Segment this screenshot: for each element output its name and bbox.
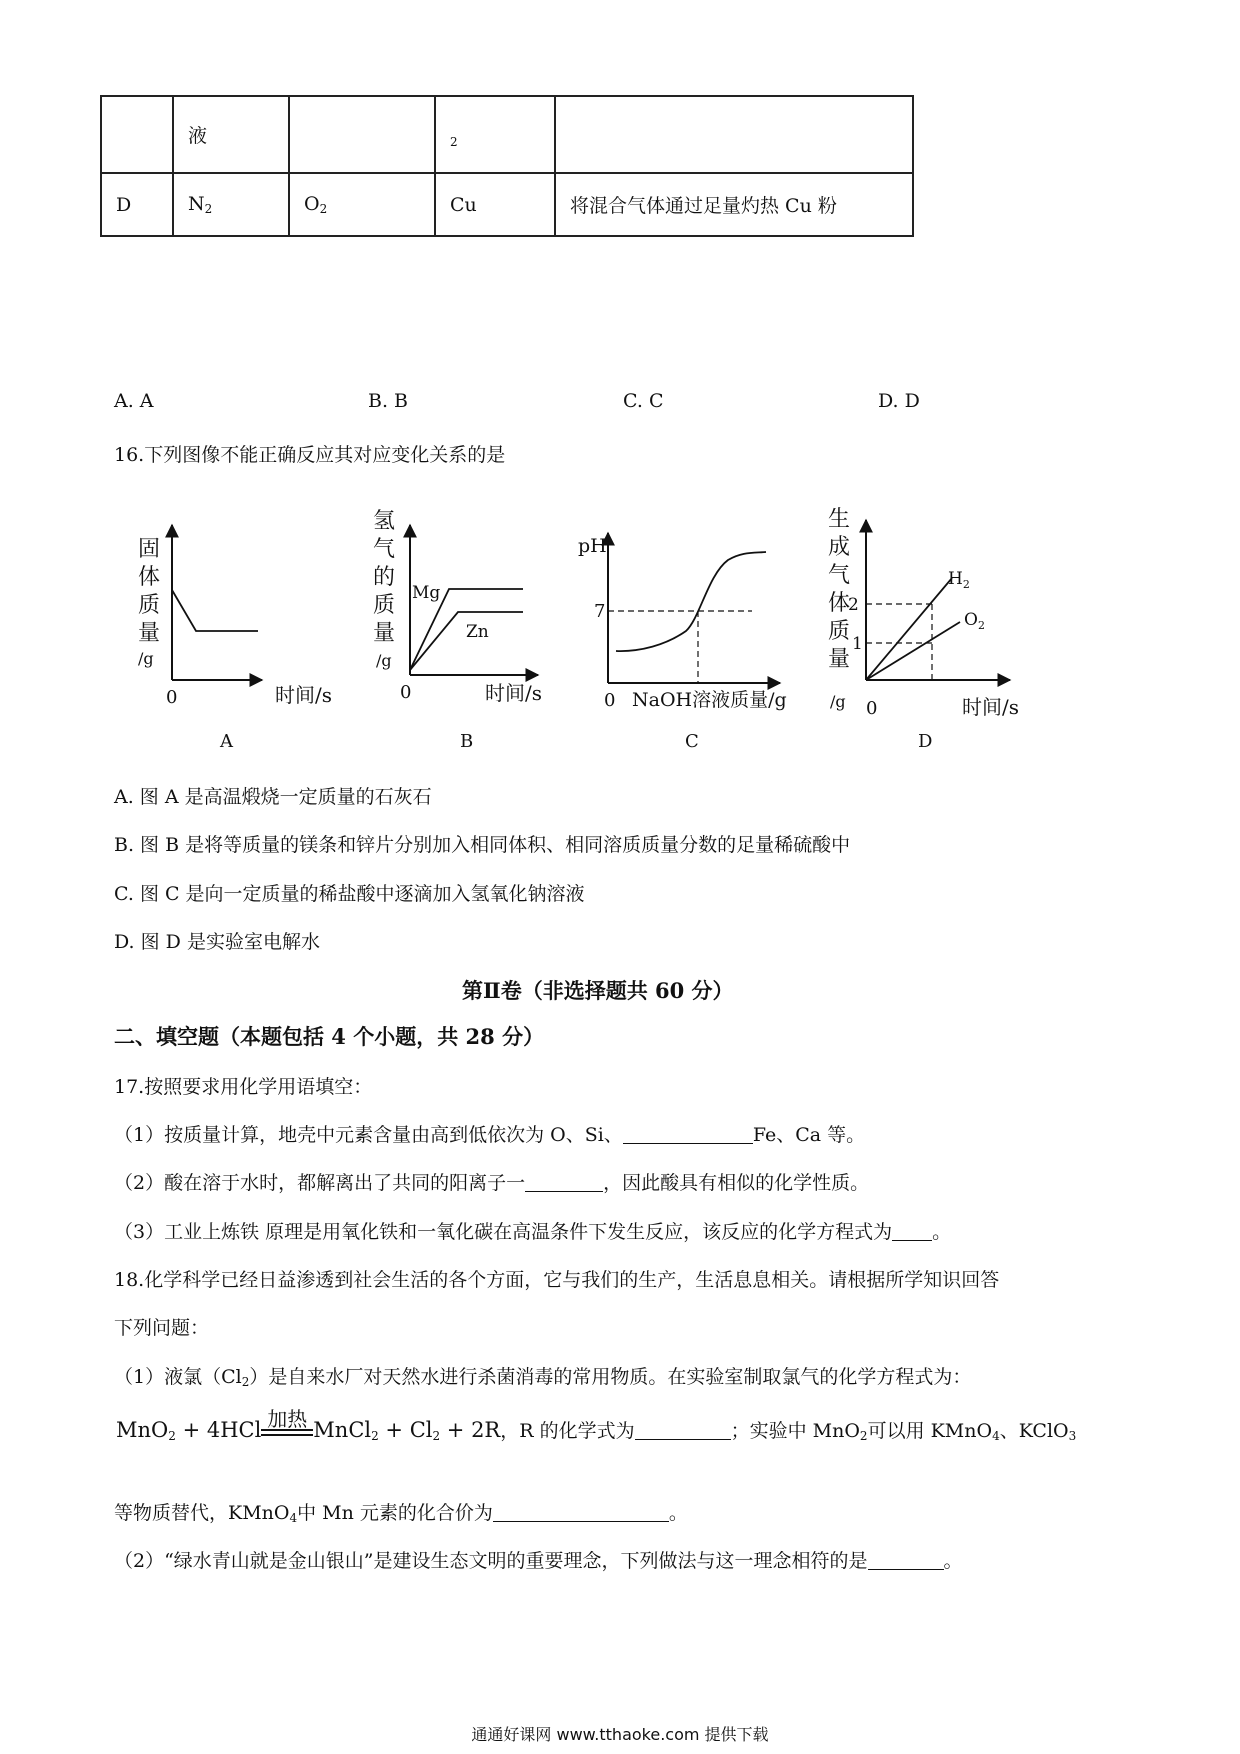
- q16-option-d: D. 图 D 是实验室电解水: [114, 931, 320, 953]
- table-cell: 2: [435, 96, 555, 173]
- chart-a-xlabel: 时间/s: [275, 683, 333, 707]
- section-title: 二、填空题（本题包括 4 个小题，共 28 分）: [114, 1024, 545, 1049]
- chart-d-tick-2: 2: [848, 595, 859, 615]
- chart-b-ylabel: /g: [376, 651, 392, 670]
- q16-option-c: C. 图 C 是向一定质量的稀盐酸中逐滴加入氢氧化钠溶液: [114, 883, 585, 905]
- option-d: D. D: [878, 390, 920, 412]
- chart-d-series-o2: $O_2$: [964, 610, 985, 632]
- q16-option-b: B. 图 B 是将等质量的镁条和锌片分别加入相同体积、相同溶质质量分数的足量稀硫酸中: [114, 834, 851, 856]
- chart-a-ylabel: 量: [138, 621, 161, 646]
- table-cell: 液: [173, 96, 289, 173]
- option-a: A. A: [114, 390, 154, 412]
- chart-c-xlabel: NaOH溶液质量/g: [632, 689, 787, 711]
- chart-b: [373, 509, 542, 752]
- chart-c-ylabel: pH: [578, 535, 607, 557]
- q17-part2: （2）酸在溶于水时，都解离出了共同的阳离子一 ，因此酸具有相似的化学性质。: [114, 1172, 870, 1194]
- chart-c: [578, 533, 787, 752]
- chart-d-ylabel: 气: [828, 563, 851, 588]
- chart-a-origin: 0: [166, 687, 178, 708]
- chart-a-caption: A: [220, 731, 233, 752]
- chart-a-ylabel: /g: [138, 649, 154, 668]
- table-cell: Cu: [435, 173, 555, 236]
- chart-d-ylabel: 量: [828, 647, 851, 672]
- chart-c-origin: 0: [604, 690, 616, 711]
- q18-part2: （2）“绿水青山就是金山银山”是建设生态文明的重要理念，下列做法与这一理念相符的是 。: [114, 1550, 963, 1572]
- chart-a: [138, 525, 332, 752]
- chem-equation: MnO$_2$ + 4HCl 加热 MnCl$_2$ + $Cl_2 + 2R$，R 的化学式为 ；实验中 MnO$_2$可以用 KMnO$_4$、KClO$_3$: [116, 1407, 1077, 1443]
- chart-d-caption: D: [918, 731, 933, 752]
- chart-d-ylabel: /g: [830, 692, 846, 711]
- chart-c-curve: [616, 552, 766, 651]
- chart-b-series-mg: Mg: [412, 583, 441, 603]
- chart-b-caption: B: [460, 731, 474, 752]
- q16-stem: 16.下列图像不能正确反应其对应变化关系的是: [114, 444, 506, 466]
- chart-c-caption: C: [685, 731, 699, 752]
- q17-part3: （3）工业上炼铁 原理是用氧化铁和一氧化碳在高温条件下发生反应，该反应的化学方程式为 。: [114, 1221, 952, 1243]
- q17-part1: （1）按质量计算，地壳中元素含量由高到低依次为 O、Si、 Fe、Ca 等。: [114, 1124, 866, 1146]
- chart-b-ylabel: 氢: [373, 509, 396, 534]
- chart-d-ylabel: 生: [828, 507, 851, 532]
- heating-equals-sign: 加热: [261, 1429, 313, 1443]
- table-cell: $N_2$: [173, 173, 289, 236]
- chart-d-ylabel: 体: [828, 591, 851, 616]
- q17-stem: 17.按照要求用化学用语填空：: [114, 1076, 373, 1098]
- chart-a-ylabel: 质: [138, 593, 161, 618]
- chart-b-ylabel: 量: [373, 621, 396, 646]
- part2-title: 第Ⅱ卷（非选择题共 60 分）: [462, 978, 734, 1003]
- chart-b-ylabel: 的: [373, 565, 396, 590]
- q18-stem-line2: 下列问题：: [114, 1317, 210, 1339]
- table-cell: 将混合气体通过足量灼热 Cu 粉: [555, 173, 913, 236]
- q16-option-a: A. 图 A 是高温煅烧一定质量的石灰石: [114, 786, 432, 808]
- q18-stem-line1: 18.化学科学已经日益渗透到社会生活的各个方面，它与我们的生产，生活息息相关。请根据所学知识回答: [114, 1269, 1000, 1291]
- chart-c-tick-7: 7: [594, 601, 606, 622]
- table-cell: D: [101, 173, 173, 236]
- chart-d-tick-1: 1: [852, 634, 863, 654]
- option-b: B. B: [368, 390, 409, 412]
- chart-d-ylabel: 质: [828, 619, 851, 644]
- q18-part1: （1）液氯$(Cl_2)$是自来水厂对天然水进行杀菌消毒的常用物质。在实验室制取氯气的化学方程式为：: [114, 1366, 972, 1389]
- chart-d-xlabel: 时间/s: [962, 695, 1020, 719]
- chart-b-origin: 0: [400, 682, 412, 703]
- chart-d-ylabel: 成: [828, 535, 851, 560]
- chart-b-ylabel: 气: [373, 537, 396, 562]
- table-cell: $O_2$: [289, 173, 435, 236]
- chart-b-series-zn: Zn: [466, 622, 489, 642]
- chart-a-ylabel: 体: [138, 565, 161, 590]
- chart-a-line: [172, 590, 258, 631]
- q18-line3: 等物质替代，KMnO$_4$中 Mn 元素的化合价为 。: [114, 1502, 688, 1525]
- option-c: C. C: [623, 390, 664, 412]
- chart-d-origin: 0: [866, 698, 878, 719]
- q16-figures: [0, 0, 1240, 760]
- page-footer: 通通好课网 www.tthaoke.com 提供下载: [471, 1725, 769, 1744]
- chart-d-line-o2: [866, 622, 960, 680]
- chart-d-line-h2: [866, 578, 952, 680]
- chart-d-series-h2: $H_2$: [948, 569, 970, 591]
- chart-b-xlabel: 时间/s: [485, 681, 543, 705]
- chart-b-ylabel: 质: [373, 593, 396, 618]
- chart-a-ylabel: 固: [138, 537, 161, 562]
- chart-d: [828, 507, 1019, 752]
